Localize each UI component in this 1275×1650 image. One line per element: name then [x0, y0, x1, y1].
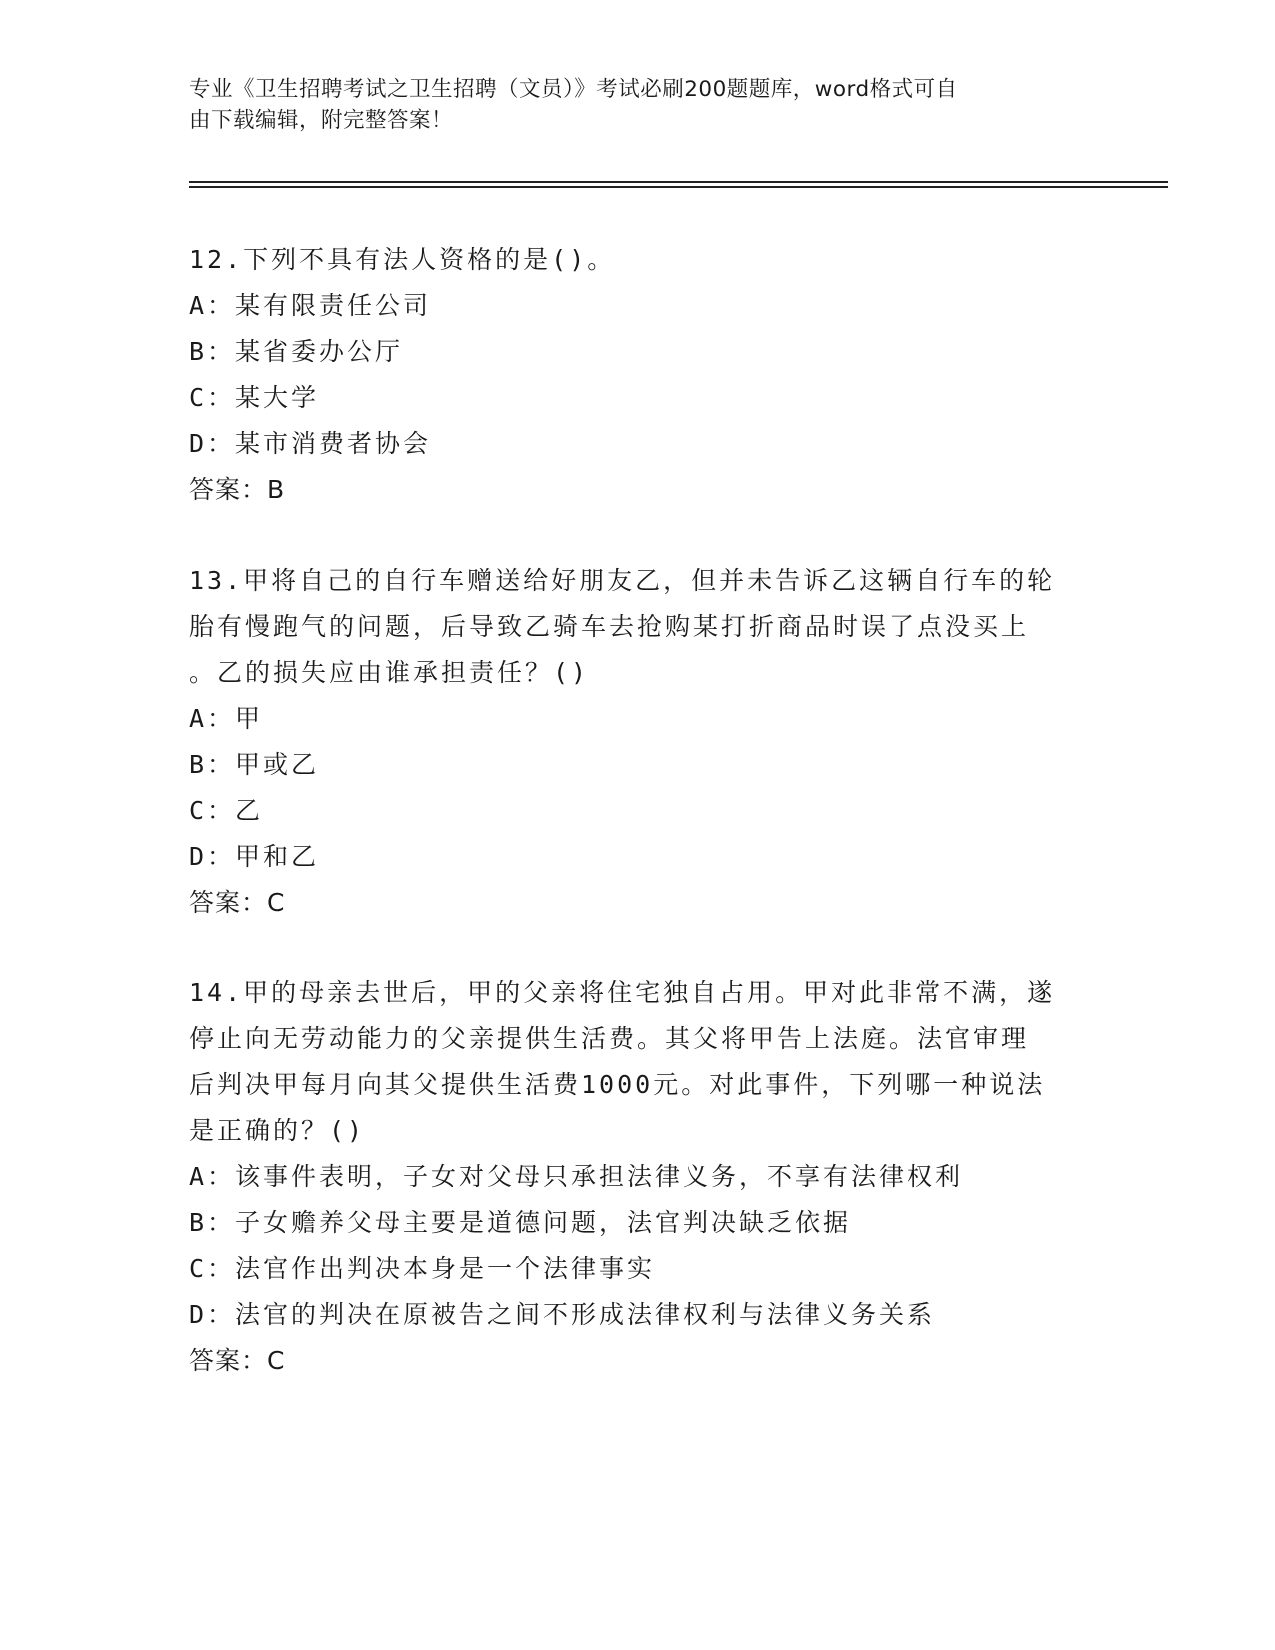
answer: 答案：C — [189, 888, 286, 917]
question-stem: 胎有慢跑气的问题，后导致乙骑车去抢购某打折商品时误了点没买上 — [189, 612, 1030, 641]
question-stem: 13.甲将自己的自行车赠送给好朋友乙，但并未告诉乙这辆自行车的轮 — [189, 566, 1056, 595]
option-a: A：甲 — [189, 704, 264, 733]
question-stem: 。乙的损失应由谁承担责任？() — [189, 658, 590, 687]
header-divider — [189, 186, 1168, 188]
option-c: C：法官作出判决本身是一个法律事实 — [189, 1254, 656, 1283]
option-a: A：某有限责任公司 — [189, 291, 432, 320]
question-stem: 停止向无劳动能力的父亲提供生活费。其父将甲告上法庭。法官审理 — [189, 1024, 1030, 1053]
option-d: D：某市消费者协会 — [189, 429, 432, 458]
question-stem: 是正确的？() — [189, 1116, 366, 1145]
question-stem: 14.甲的母亲去世后，甲的父亲将住宅独自占用。甲对此非常不满，遂 — [189, 978, 1056, 1007]
question-12 — [189, 237, 1089, 513]
header-line: 专业《卫生招聘考试之卫生招聘（文员）》考试必刷200题题库，word格式可自 — [189, 77, 958, 102]
option-d: D：甲和乙 — [189, 842, 320, 871]
answer: 答案：C — [189, 1346, 286, 1375]
option-a: A：该事件表明，子女对父母只承担法律义务，不享有法律权利 — [189, 1162, 964, 1191]
option-d: D：法官的判决在原被告之间不形成法律权利与法律义务关系 — [189, 1300, 936, 1329]
question-stem: 12.下列不具有法人资格的是()。 — [189, 245, 616, 274]
header-divider — [189, 181, 1168, 183]
option-c: C：乙 — [189, 796, 264, 825]
answer: 答案：B — [189, 475, 286, 504]
option-b: B：甲或乙 — [189, 750, 320, 779]
question-14 — [189, 970, 1089, 1384]
option-c: C：某大学 — [189, 383, 320, 412]
header-line: 由下载编辑，附完整答案！ — [189, 108, 454, 133]
option-b: B：子女赡养父母主要是道德问题，法官判决缺乏依据 — [189, 1208, 852, 1237]
question-13 — [189, 558, 1089, 926]
option-b: B：某省委办公厅 — [189, 337, 404, 366]
question-stem: 后判决甲每月向其父提供生活费1000元。对此事件，下列哪一种说法 — [189, 1070, 1046, 1099]
document-header — [189, 74, 1079, 136]
